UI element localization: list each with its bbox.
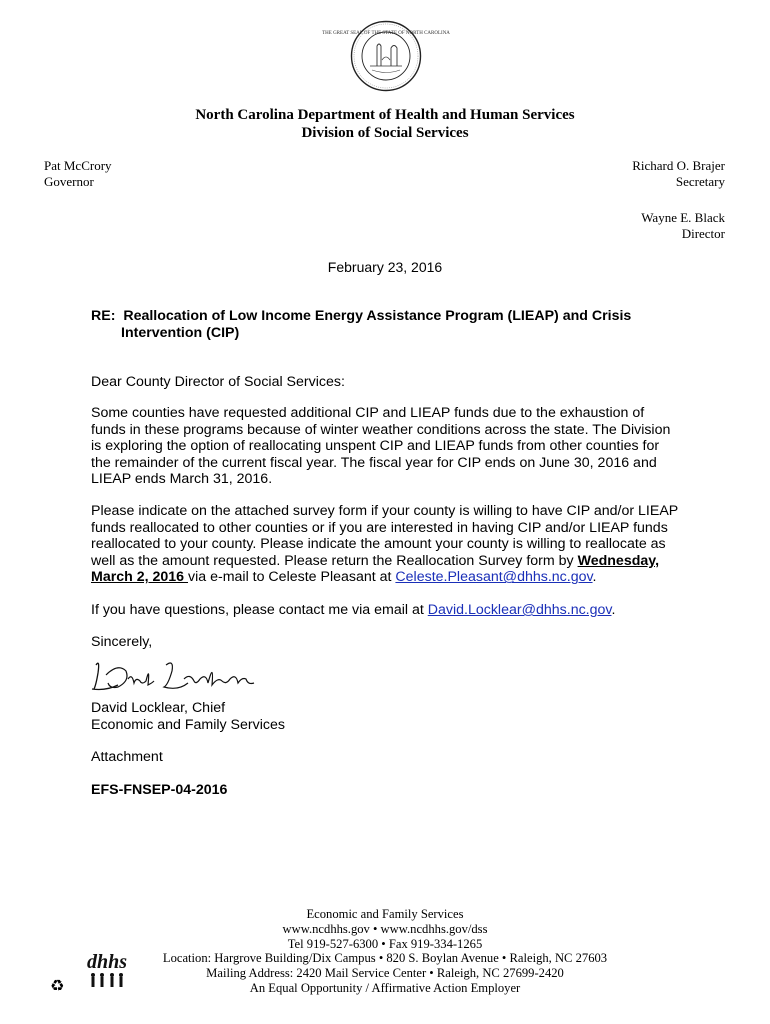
footer-websites: www.ncdhhs.gov • www.ncdhhs.gov/dss: [282, 921, 488, 936]
handwritten-signature: [88, 655, 258, 697]
paragraph-1: [91, 405, 691, 488]
secretary-title: Secretary: [675, 174, 725, 189]
governor-block: [44, 158, 112, 190]
dhhs-logo-icon: [84, 948, 130, 992]
governor-name: Pat McCrory: [44, 158, 112, 173]
paragraph-2: [91, 503, 691, 586]
director-title: Director: [681, 226, 725, 241]
director-block: [641, 210, 725, 242]
subject-line: [91, 308, 731, 341]
footer-mailing: Mailing Address: 2420 Mail Service Center • Raleigh, NC 27699-2420: [206, 966, 564, 981]
re-label: RE:: [91, 308, 116, 324]
department-name: North Carolina Department of Health and Human Services: [195, 107, 575, 123]
subject-line-2: Intervention (CIP): [121, 324, 240, 341]
paragraph-line: LIEAP ends March 31, 2016.: [91, 471, 273, 488]
reference-code: EFS-FNSEP-04-2016: [91, 782, 228, 798]
paragraph-line: reallocated to your county. Please indicate the amount your county is willing to reallocate as: [91, 536, 666, 553]
deadline-date: March 2, 2016: [91, 569, 189, 586]
division-name: Division of Social Services: [301, 125, 469, 141]
deadline-day: Wednesday,: [577, 552, 660, 569]
paragraph-line: via e-mail to Celeste Pleasant at: [188, 569, 396, 586]
period: .: [611, 602, 616, 618]
director-name: Wayne E. Black: [641, 210, 725, 225]
footer-phones: Tel 919-527-6300 • Fax 919-334-1265: [287, 936, 483, 951]
secretary-block: [632, 158, 725, 190]
attachment-label: Attachment: [91, 749, 163, 765]
footer-eeo: An Equal Opportunity / Affirmative Action Employer: [249, 980, 521, 995]
paragraph-line: Please indicate on the attached survey form if your county is willing to have CIP and/or LIEAP: [91, 503, 679, 519]
dhhs-logo-text: dhhs: [86, 951, 128, 973]
recycle-icon: ♻: [50, 978, 65, 995]
paragraph-line: funds reallocated to other counties or if you are interested in having CIP and/or LIEAP funds: [91, 519, 668, 536]
footer-location: Location: Hargrove Building/Dix Campus • 820 S. Boylan Avenue • Raleigh, NC 27603: [162, 951, 608, 966]
period: .: [592, 569, 597, 586]
signer-name: David Locklear, Chief: [91, 700, 226, 716]
paragraph-line: Some counties have requested additional CIP and LIEAP funds due to the exhaustion of: [91, 405, 645, 421]
paragraph-3: [91, 602, 691, 619]
closing: Sincerely,: [91, 634, 153, 650]
state-seal-icon: [322, 20, 450, 92]
subject-line-1: Reallocation of Low Income Energy Assistance Program (LIEAP) and Crisis: [123, 308, 632, 324]
paragraph-line: If you have questions, please contact me via email at: [91, 602, 428, 618]
paragraph-line: is exploring the option of reallocating unspent CIP and LIEAP funds from other counties for: [91, 438, 660, 455]
letter-date: February 23, 2016: [327, 259, 443, 275]
signer-office: Economic and Family Services: [91, 716, 285, 733]
celeste-email-link[interactable]: Celeste.Pleasant@dhhs.nc.gov: [395, 569, 593, 586]
paragraph-line: well as the amount requested. Please return the Reallocation Survey form by: [91, 552, 578, 569]
david-email-link[interactable]: David.Locklear@dhhs.nc.gov: [427, 602, 612, 618]
secretary-name: Richard O. Brajer: [632, 158, 725, 173]
footer-office: Economic and Family Services: [306, 907, 464, 921]
paragraph-line: the remainder of the current fiscal year. The fiscal year for CIP ends on June 30, 2016 and: [91, 454, 657, 471]
governor-title: Governor: [44, 174, 94, 189]
signer-block: [91, 700, 691, 733]
paragraph-line: funds in these programs because of winter weather conditions across the state. The Division: [91, 421, 671, 438]
salutation: Dear County Director of Social Services:: [91, 374, 345, 390]
seal-label: THE GREAT SEAL OF THE STATE OF NORTH CAROLINA: [322, 31, 450, 36]
